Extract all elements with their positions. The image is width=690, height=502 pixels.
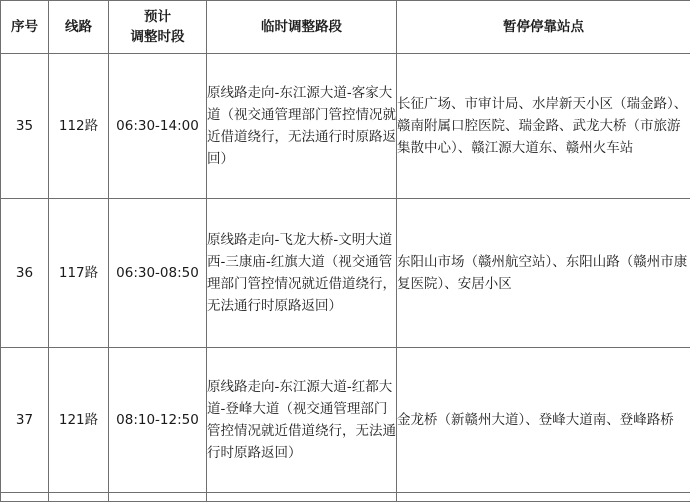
cell-line: 112路	[49, 54, 109, 199]
cell-line: 121路	[49, 348, 109, 493]
cell-route: 原线路走向-东江源大道-红都大道-登峰大道（视交通管理部门管控情况就近借道绕行，无法通行时原路返回）	[207, 348, 397, 493]
table-row-partial	[1, 493, 690, 502]
cell-seq: 35	[1, 54, 49, 199]
header-seq: 序号	[1, 1, 49, 54]
cell-line: 117路	[49, 199, 109, 348]
cell-empty	[109, 493, 207, 502]
cell-empty	[397, 493, 690, 502]
header-time-line2: 调整时段	[109, 27, 206, 47]
cell-empty	[207, 493, 397, 502]
cell-seq: 36	[1, 199, 49, 348]
table-row	[1, 54, 690, 199]
cell-time: 08:10-12:50	[109, 348, 207, 493]
cell-time: 06:30-14:00	[109, 54, 207, 199]
cell-stops: 长征广场、市审计局、水岸新天小区（瑞金路）、赣南附属口腔医院、瑞金路、武龙大桥（市旅游集散中心）、赣江源大道东、赣州火车站	[397, 54, 690, 199]
table-row	[1, 348, 690, 493]
cell-empty	[1, 493, 49, 502]
table-row	[1, 199, 690, 348]
cell-seq: 37	[1, 348, 49, 493]
cell-route: 原线路走向-东江源大道-客家大道（视交通管理部门管控情况就近借道绕行，无法通行时原路返回）	[207, 54, 397, 199]
header-route: 临时调整路段	[207, 1, 397, 54]
header-time-line1: 预计	[109, 7, 206, 27]
table-header-row	[1, 1, 690, 54]
cell-route: 原线路走向-飞龙大桥-文明大道西-三康庙-红旗大道（视交通管理部门管控情况就近借道绕行，无法通行时原路返回）	[207, 199, 397, 348]
header-line: 线路	[49, 1, 109, 54]
cell-empty	[49, 493, 109, 502]
header-time	[109, 1, 207, 54]
header-stops: 暂停停靠站点	[397, 1, 690, 54]
cell-stops: 东阳山市场（赣州航空站）、东阳山路（赣州市康复医院）、安居小区	[397, 199, 690, 348]
cell-stops: 金龙桥（新赣州大道）、登峰大道南、登峰路桥	[397, 348, 690, 493]
cell-time: 06:30-08:50	[109, 199, 207, 348]
